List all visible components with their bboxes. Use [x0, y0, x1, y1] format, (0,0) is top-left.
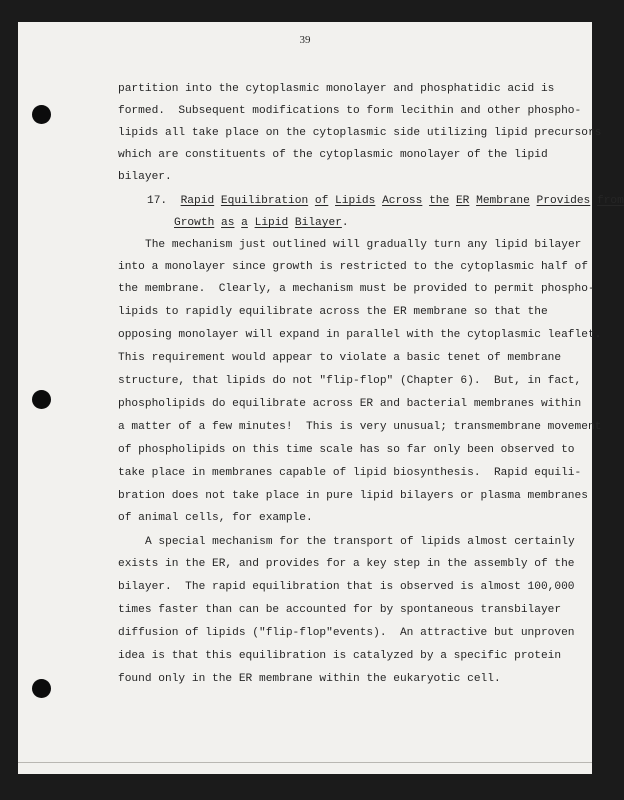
- page-number: 39: [299, 34, 311, 46]
- text-line: take place in membranes capable of lipid biosynthesis. Rapid equili-: [118, 467, 582, 479]
- heading-word: ER: [455, 195, 470, 207]
- heading-word: Lipid: [254, 217, 289, 229]
- text-line: The mechanism just outlined will gradually turn any lipid bilayer: [145, 239, 582, 251]
- text-line: which are constituents of the cytoplasmic monolayer of the lipid: [118, 149, 548, 161]
- heading-word: from: [596, 195, 624, 207]
- heading-word: a: [241, 217, 248, 229]
- text-line: times faster than can be accounted for by spontaneous transbilayer: [118, 604, 562, 616]
- text-line: a matter of a few minutes! This is very unusual; transmembrane movement: [118, 421, 602, 433]
- heading-word: the: [429, 195, 450, 207]
- text-line: diffusion of lipids ("flip-flop"events). An attractive but unproven: [118, 627, 575, 639]
- text-line: into a monolayer since growth is restricted to the cytoplasmic half of: [118, 261, 588, 273]
- heading-line-1: [147, 194, 624, 208]
- text-line: phospholipids do equilibrate across ER and bacterial membranes within: [118, 398, 582, 410]
- text-line: the membrane. Clearly, a mechanism must be provided to permit phospho-: [118, 283, 595, 295]
- heading-word: Growth: [174, 217, 215, 229]
- binder-hole: [32, 390, 51, 409]
- heading-word: Provides: [536, 195, 591, 207]
- heading-period: .: [341, 217, 349, 229]
- heading-word: Lipids: [335, 195, 376, 207]
- text-line: bilayer.: [118, 171, 172, 183]
- text-line: of animal cells, for example.: [118, 512, 313, 524]
- heading-word: Across: [382, 195, 423, 207]
- text-line: lipids all take place on the cytoplasmic side utilizing lipid precursors: [118, 127, 602, 139]
- text-line: found only in the ER membrane within the eukaryotic cell.: [118, 673, 501, 685]
- heading-word: Bilayer: [294, 217, 342, 229]
- binder-hole: [32, 105, 51, 124]
- heading-word: of: [314, 195, 329, 207]
- document-page: [18, 22, 624, 774]
- bottom-rule: [18, 762, 592, 763]
- heading-word: as: [221, 217, 235, 229]
- text-line: structure, that lipids do not "flip-flop" (Chapter 6). But, in fact,: [118, 375, 582, 387]
- text-line: partition into the cytoplasmic monolayer and phosphatidic acid is: [118, 83, 555, 95]
- text-line: exists in the ER, and provides for a key step in the assembly of the: [118, 558, 575, 570]
- text-line: of phospholipids on this time scale has so far only been observed to: [118, 444, 575, 456]
- heading-word: Rapid: [180, 195, 215, 207]
- text-line: bilayer. The rapid equilibration that is observed is almost 100,000: [118, 581, 575, 593]
- binder-hole: [32, 679, 51, 698]
- text-line: lipids to rapidly equilibrate across the ER membrane so that the: [118, 306, 548, 318]
- text-line: This requirement would appear to violate a basic tenet of membrane: [118, 352, 562, 364]
- heading-number: 17.: [147, 195, 168, 207]
- text-line: A special mechanism for the transport of lipids almost certainly: [145, 536, 575, 548]
- heading-word: Equilibration: [220, 195, 309, 207]
- text-line: bration does not take place in pure lipid bilayers or plasma membranes: [118, 490, 588, 502]
- heading-line-2: [174, 216, 349, 230]
- text-line: idea is that this equilibration is catalyzed by a specific protein: [118, 650, 562, 662]
- text-line: formed. Subsequent modifications to form lecithin and other phospho-: [118, 105, 582, 117]
- heading-word: Membrane: [476, 195, 530, 207]
- text-line: opposing monolayer will expand in parallel with the cytoplasmic leaflet.: [118, 329, 602, 341]
